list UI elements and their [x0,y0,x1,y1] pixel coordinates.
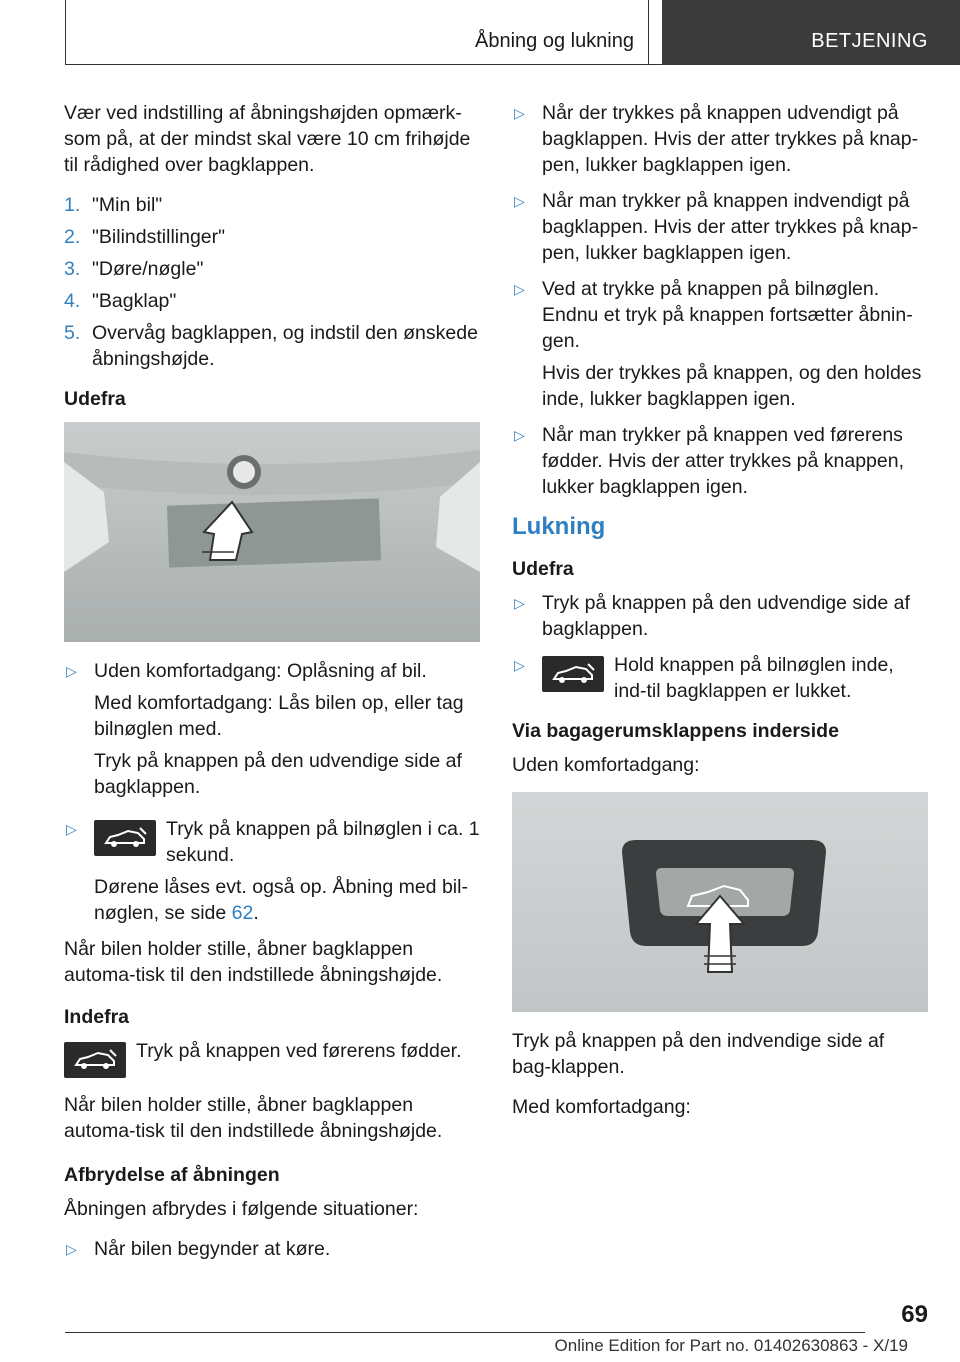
interrupt-text: Åbningen afbrydes i følgende situationer: [64,1198,419,1220]
chapter-tab-label: BETJENING [811,30,928,52]
intro-paragraph: Vær ved indstilling af åbningshøjden opmærk-som på, at der mindst skal være 10 cm frihøjde til rådighed over bagklappen. [64,102,471,176]
step-item [64,192,480,218]
bullet-item [64,658,480,800]
bullet-triangle-icon: ▷ [514,595,525,611]
interrupt-heading: Afbrydelse af åbningen [64,1164,280,1186]
bullet-triangle-icon: ▷ [514,657,525,673]
bullet-text: Tryk på knappen på den udvendige side af bagklappen. [94,750,462,798]
step-text: "Bagklap" [92,290,177,312]
bullet-text: Når man trykker på knappen indvendigt på bagklappen. Hvis der atter trykkes på knap-pen, lukker bagklappen igen. [542,190,919,264]
bullet-item [512,276,928,412]
bullet-text: Når man trykker på knappen ved førerens fødder. Hvis der atter trykkes på knappen, lukker bagklappen igen. [542,424,905,498]
bullet-item [512,422,928,500]
step-number: 5. [64,322,81,344]
step-item [64,256,480,282]
bullet-text: Ved at trykke på knappen på bilnøglen. Endnu et tryk på knappen fortsætter åbnin-gen. [542,278,913,352]
section-title: Åbning og lukning [474,30,634,52]
with-comfort-label: Med komfortadgang: [512,1096,691,1118]
step-text: Overvåg bagklappen, og indstil den ønskede åbningshøjde. [92,322,478,370]
header-divider-left [65,0,66,65]
header-divider-right [648,0,649,65]
page-link[interactable]: 62 [231,902,254,924]
bullet-item [64,816,480,926]
edition-info: Online Edition for Part no. 01402630863 - X/19 [554,1336,908,1355]
step-number: 3. [64,258,81,280]
bullet-item [512,652,928,704]
tailgate-key-icon [542,656,604,692]
step-number: 1. [64,194,81,216]
footer-rule [65,1332,865,1333]
left-column [64,100,480,1272]
bullet-text: Når der trykkes på knappen udvendigt på bagklappen. Hvis der atter trykkes på knap-pen, lukker bagklappen igen. [542,102,919,176]
bullet-triangle-icon: ▷ [514,105,525,121]
bullet-triangle-icon: ▷ [514,193,525,209]
bullet-text: Når bilen begynder at køre. [94,1238,331,1260]
step-text: "Min bil" [92,194,163,216]
bullet-text: Med komfortadgang: Lås bilen op, eller tag bilnøglen med. [94,692,464,740]
step-item [64,288,480,314]
right-column [512,100,928,1134]
tailgate-photo [64,422,480,642]
step-item [64,224,480,250]
step-number: 2. [64,226,81,248]
bullet-text: Hold knappen på bilnøglen inde, ind-til bagklappen er lukket. [614,654,894,702]
tailgate-key-icon [64,1042,126,1078]
bullet-triangle-icon: ▷ [514,281,525,297]
bullet-item [512,188,928,266]
page-number: 69 [901,1301,928,1328]
bullet-item [64,1236,480,1262]
bullet-item [512,100,928,178]
bullet-text: Tryk på knappen på bilnøglen i ca. 1 sekund. [166,818,480,866]
inside-text: Tryk på knappen ved førerens fødder. [136,1040,462,1062]
step-text: "Døre/nøgle" [92,258,204,280]
closing-section-title: Lukning [512,513,606,540]
bullet-triangle-icon: ▷ [66,663,77,679]
auto-open-note: Når bilen holder stille, åbner bagklappen automa-tisk til den indstillede åbningshøjde. [64,938,443,986]
bullet-triangle-icon: ▷ [66,1241,77,1257]
closing-outside-heading: Udefra [512,558,574,580]
bullet-triangle-icon: ▷ [514,427,525,443]
tailgate-key-icon [94,820,156,856]
chapter-tab[interactable] [662,0,960,65]
bullet-text: Tryk på knappen på den udvendige side af bagklappen. [542,592,910,640]
inside-button-photo [512,792,928,1012]
bullet-note: Dørene låses evt. også op. Åbning med bil-nøglen, se side 62. [94,876,468,924]
bullet-text: Hvis der trykkes på knappen, og den holdes inde, lukker bagklappen igen. [542,362,922,410]
auto-open-note: Når bilen holder stille, åbner bagklappen automa-tisk til den indstillede åbningshøjde. [64,1094,443,1142]
via-heading: Via bagagerumsklappens inderside [512,720,839,742]
bullet-text: Uden komfortadgang: Oplåsning af bil. [94,660,427,682]
inside-heading: Indefra [64,1006,130,1028]
outside-heading: Udefra [64,388,126,410]
step-item [64,320,480,372]
bullet-triangle-icon: ▷ [66,821,77,837]
without-comfort-label: Uden komfortadgang: [512,754,700,776]
settings-steps [64,192,480,372]
step-number: 4. [64,290,81,312]
step-text: "Bilindstillinger" [92,226,226,248]
bullet-item [512,590,928,642]
inside-press-text: Tryk på knappen på den indvendige side af bag-klappen. [512,1030,885,1078]
